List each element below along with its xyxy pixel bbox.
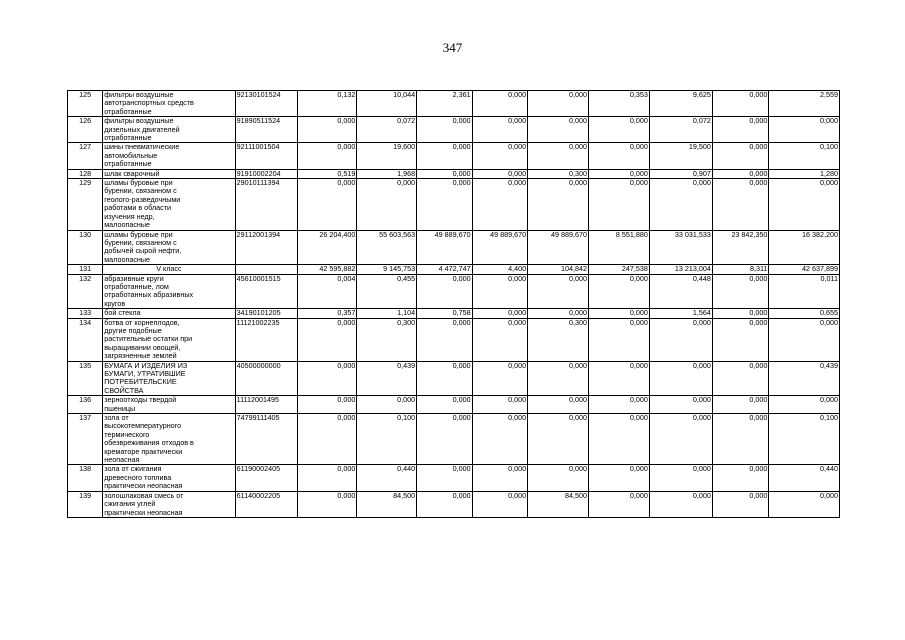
value-cell-8: 0,000 xyxy=(712,169,769,178)
value-cell-2: 10,044 xyxy=(357,91,417,117)
waste-name-line: абразивные круги xyxy=(104,274,164,283)
value-cell-3: 0,000 xyxy=(417,318,473,361)
waste-name-line: кругов xyxy=(104,298,126,308)
waste-name-line: отработанные, лом xyxy=(104,281,169,291)
value-cell-9: 42 637,899 xyxy=(769,265,840,274)
waste-name-line: высокотемпературного xyxy=(104,421,182,431)
value-cell-4: 0,000 xyxy=(472,143,528,169)
waste-name-line: БУМАГИ, УТРАТИВШИЕ xyxy=(104,369,186,378)
row-number: 126 xyxy=(68,117,103,143)
value-cell-1: 0,000 xyxy=(297,465,357,491)
value-cell-8: 0,000 xyxy=(712,361,769,396)
waste-name-line: фильтры воздушные xyxy=(104,116,174,126)
value-cell-4: 4,400 xyxy=(472,265,528,274)
waste-name-line: загрязненные землей xyxy=(104,351,177,361)
value-cell-2: 19,600 xyxy=(357,143,417,169)
table-row xyxy=(68,396,840,414)
value-cell-6: 0,000 xyxy=(589,396,650,414)
value-cell-8: 23 842,350 xyxy=(712,230,769,265)
waste-name xyxy=(103,143,235,169)
value-cell-9: 0,100 xyxy=(769,143,840,169)
value-cell-2: 0,440 xyxy=(357,465,417,491)
waste-name xyxy=(103,91,235,117)
value-cell-5: 0,000 xyxy=(528,91,589,117)
waste-code: 29112001394 xyxy=(235,230,297,265)
waste-name-line: фильтры воздушные xyxy=(104,90,174,99)
table-row xyxy=(68,230,840,265)
value-cell-7: 9,625 xyxy=(649,91,712,117)
value-cell-3: 2,361 xyxy=(417,91,473,117)
waste-code: 45610001515 xyxy=(235,274,297,309)
waste-name-line: древесного топлива xyxy=(104,472,172,482)
waste-name xyxy=(103,318,235,361)
waste-table xyxy=(67,90,840,518)
value-cell-9: 0,000 xyxy=(769,396,840,414)
value-cell-7: 0,000 xyxy=(649,318,712,361)
value-cell-6: 0,000 xyxy=(589,169,650,178)
value-cell-7: 0,000 xyxy=(649,179,712,230)
value-cell-8: 8,311 xyxy=(712,265,769,274)
waste-name xyxy=(103,491,235,517)
value-cell-4: 0,000 xyxy=(472,491,528,517)
value-cell-1: 0,519 xyxy=(297,169,357,178)
value-cell-1: 0,000 xyxy=(297,117,357,143)
value-cell-3: 0,000 xyxy=(417,274,473,309)
value-cell-5: 0,000 xyxy=(528,117,589,143)
value-cell-6: 0,353 xyxy=(589,91,650,117)
value-cell-7: 0,000 xyxy=(649,396,712,414)
row-number: 134 xyxy=(68,318,103,361)
value-cell-9: 16 382,200 xyxy=(769,230,840,265)
value-cell-7: 0,072 xyxy=(649,117,712,143)
value-cell-7: 13 213,004 xyxy=(649,265,712,274)
table-row xyxy=(68,91,840,117)
value-cell-1: 0,000 xyxy=(297,179,357,230)
waste-name-line: отработанные xyxy=(104,159,152,169)
waste-name-line: крематоре практически xyxy=(104,446,183,456)
value-cell-3: 0,000 xyxy=(417,414,473,465)
value-cell-6: 0,000 xyxy=(589,143,650,169)
waste-code: 74799111405 xyxy=(235,414,297,465)
value-cell-7: 0,448 xyxy=(649,274,712,309)
value-cell-7: 0,000 xyxy=(649,491,712,517)
waste-name-line: растительные остатки при xyxy=(104,334,193,344)
waste-name-line: работами в области xyxy=(104,203,172,213)
value-cell-2: 0,455 xyxy=(357,274,417,309)
row-number: 127 xyxy=(68,143,103,169)
value-cell-9: 0,439 xyxy=(769,361,840,396)
value-cell-7: 1,564 xyxy=(649,309,712,318)
value-cell-9: 0,440 xyxy=(769,465,840,491)
value-cell-1: 0,000 xyxy=(297,396,357,414)
value-cell-6: 0,000 xyxy=(589,414,650,465)
value-cell-9: 2,559 xyxy=(769,91,840,117)
waste-code: 29010111394 xyxy=(235,179,297,230)
waste-name-line: отработанных абразивных xyxy=(104,290,194,300)
value-cell-8: 0,000 xyxy=(712,117,769,143)
value-cell-4: 0,000 xyxy=(472,179,528,230)
waste-code xyxy=(235,265,297,274)
value-cell-4: 0,000 xyxy=(472,117,528,143)
table-row xyxy=(68,309,840,318)
waste-name xyxy=(103,309,235,318)
value-cell-8: 0,000 xyxy=(712,309,769,318)
value-cell-4: 0,000 xyxy=(472,91,528,117)
value-cell-8: 0,000 xyxy=(712,143,769,169)
waste-name-line: ПОТРЕБИТЕЛЬСКИЕ xyxy=(104,377,177,387)
value-cell-1: 0,132 xyxy=(297,91,357,117)
waste-name-line: геолого-разведочными xyxy=(104,194,181,204)
waste-name-line: дизельных двигателей xyxy=(104,124,180,134)
value-cell-3: 0,000 xyxy=(417,117,473,143)
value-cell-4: 0,000 xyxy=(472,414,528,465)
value-cell-3: 0,000 xyxy=(417,143,473,169)
value-cell-1: 0,000 xyxy=(297,361,357,396)
value-cell-3: 0,000 xyxy=(417,465,473,491)
class-label: V класс xyxy=(103,265,235,274)
waste-name xyxy=(103,117,235,143)
value-cell-5: 0,000 xyxy=(528,414,589,465)
waste-name-line: малоопасные xyxy=(104,254,151,264)
value-cell-6: 247,538 xyxy=(589,265,650,274)
waste-code: 11121002235 xyxy=(235,318,297,361)
value-cell-9: 0,000 xyxy=(769,318,840,361)
value-cell-8: 0,000 xyxy=(712,465,769,491)
value-cell-3: 0,000 xyxy=(417,169,473,178)
value-cell-5: 104,842 xyxy=(528,265,589,274)
value-cell-2: 9 145,753 xyxy=(357,265,417,274)
page-number: 347 xyxy=(442,40,463,55)
table-row xyxy=(68,491,840,517)
value-cell-6: 0,000 xyxy=(589,465,650,491)
value-cell-9: 0,000 xyxy=(769,491,840,517)
table-row xyxy=(68,465,840,491)
waste-name-line: другие подобные xyxy=(104,325,162,335)
row-number: 128 xyxy=(68,169,103,178)
waste-name-line: шлак сварочный xyxy=(104,169,160,178)
waste-name xyxy=(103,465,235,491)
waste-name-line: добычей сырой нефти, xyxy=(104,246,182,256)
value-cell-8: 0,000 xyxy=(712,274,769,309)
value-cell-9: 0,011 xyxy=(769,274,840,309)
waste-name-line: ботва от корнеплодов, xyxy=(104,318,180,327)
row-number: 131 xyxy=(68,265,103,274)
table-row xyxy=(68,265,840,274)
waste-name-line: отработанные xyxy=(104,106,152,116)
waste-code: 61190002405 xyxy=(235,465,297,491)
waste-name xyxy=(103,396,235,414)
waste-name-line: отработанные xyxy=(104,133,152,143)
value-cell-2: 0,000 xyxy=(357,179,417,230)
waste-code: 34190101205 xyxy=(235,309,297,318)
row-number: 136 xyxy=(68,396,103,414)
table-row xyxy=(68,143,840,169)
value-cell-3: 0,758 xyxy=(417,309,473,318)
value-cell-8: 0,000 xyxy=(712,396,769,414)
value-cell-4: 0,000 xyxy=(472,309,528,318)
waste-name-line: шламы буровые при xyxy=(104,178,173,188)
value-cell-9: 0,100 xyxy=(769,414,840,465)
waste-name-line: неопасная xyxy=(104,455,140,465)
value-cell-3: 4 472,747 xyxy=(417,265,473,274)
waste-name-line: СВОЙСТВА xyxy=(104,385,144,395)
value-cell-6: 0,000 xyxy=(589,318,650,361)
value-cell-2: 1,104 xyxy=(357,309,417,318)
table-row xyxy=(68,361,840,396)
value-cell-5: 0,000 xyxy=(528,465,589,491)
value-cell-3: 0,000 xyxy=(417,491,473,517)
value-cell-1: 0,357 xyxy=(297,309,357,318)
waste-name xyxy=(103,274,235,309)
waste-code: 92111001504 xyxy=(235,143,297,169)
value-cell-6: 0,000 xyxy=(589,179,650,230)
value-cell-7: 0,000 xyxy=(649,361,712,396)
value-cell-2: 0,100 xyxy=(357,414,417,465)
value-cell-1: 0,004 xyxy=(297,274,357,309)
waste-name-line: термического xyxy=(104,429,150,439)
value-cell-7: 0,000 xyxy=(649,414,712,465)
value-cell-6: 0,000 xyxy=(589,117,650,143)
waste-name-line: зола от сжигания xyxy=(104,464,162,474)
value-cell-4: 49 889,670 xyxy=(472,230,528,265)
value-cell-8: 0,000 xyxy=(712,91,769,117)
value-cell-1: 42 595,882 xyxy=(297,265,357,274)
value-cell-1: 26 204,400 xyxy=(297,230,357,265)
waste-name-line: шламы буровые при xyxy=(104,230,173,239)
value-cell-3: 0,000 xyxy=(417,179,473,230)
value-cell-8: 0,000 xyxy=(712,179,769,230)
waste-name-line: автотранспортных средств xyxy=(104,98,194,108)
value-cell-5: 49 889,670 xyxy=(528,230,589,265)
value-cell-2: 0,439 xyxy=(357,361,417,396)
value-cell-1: 0,000 xyxy=(297,491,357,517)
value-cell-1: 0,000 xyxy=(297,414,357,465)
value-cell-5: 0,000 xyxy=(528,274,589,309)
value-cell-2: 55 603,563 xyxy=(357,230,417,265)
value-cell-4: 0,000 xyxy=(472,396,528,414)
row-number: 132 xyxy=(68,274,103,309)
value-cell-5: 84,500 xyxy=(528,491,589,517)
waste-code: 92130101524 xyxy=(235,91,297,117)
waste-code: 91890511524 xyxy=(235,117,297,143)
row-number: 130 xyxy=(68,230,103,265)
value-cell-4: 0,000 xyxy=(472,274,528,309)
value-cell-7: 19,500 xyxy=(649,143,712,169)
value-cell-3: 49 889,670 xyxy=(417,230,473,265)
value-cell-5: 0,000 xyxy=(528,396,589,414)
waste-name-line: автомобильные xyxy=(104,150,158,160)
waste-name-line: зола от xyxy=(104,413,129,423)
value-cell-6: 0,000 xyxy=(589,491,650,517)
value-cell-2: 84,500 xyxy=(357,491,417,517)
table-row xyxy=(68,179,840,230)
value-cell-6: 8 551,880 xyxy=(589,230,650,265)
waste-name-line: БУМАГА И ИЗДЕЛИЯ ИЗ xyxy=(104,361,188,370)
row-number: 125 xyxy=(68,91,103,117)
value-cell-1: 0,000 xyxy=(297,143,357,169)
value-cell-7: 0,907 xyxy=(649,169,712,178)
waste-name-line: выращивании овощей, xyxy=(104,342,181,352)
waste-name-line: пшеницы xyxy=(104,403,136,413)
value-cell-5: 0,000 xyxy=(528,143,589,169)
value-cell-7: 33 031,533 xyxy=(649,230,712,265)
value-cell-4: 0,000 xyxy=(472,465,528,491)
waste-name xyxy=(103,179,235,230)
value-cell-7: 0,000 xyxy=(649,465,712,491)
value-cell-5: 0,300 xyxy=(528,169,589,178)
waste-name-line: малоопасные xyxy=(104,220,151,230)
value-cell-8: 0,000 xyxy=(712,491,769,517)
row-number: 138 xyxy=(68,465,103,491)
value-cell-5: 0,300 xyxy=(528,318,589,361)
waste-name-line: бой стекла xyxy=(104,308,141,318)
table-row xyxy=(68,414,840,465)
value-cell-1: 0,000 xyxy=(297,318,357,361)
value-cell-9: 0,655 xyxy=(769,309,840,318)
table-row xyxy=(68,117,840,143)
waste-name-line: обезвреживания отходов в xyxy=(104,438,194,448)
row-number: 133 xyxy=(68,309,103,318)
waste-name xyxy=(103,414,235,465)
value-cell-5: 0,000 xyxy=(528,309,589,318)
table-row xyxy=(68,318,840,361)
value-cell-9: 0,000 xyxy=(769,117,840,143)
value-cell-6: 0,000 xyxy=(589,309,650,318)
row-number: 129 xyxy=(68,179,103,230)
value-cell-5: 0,000 xyxy=(528,179,589,230)
value-cell-5: 0,000 xyxy=(528,361,589,396)
waste-code: 91910002204 xyxy=(235,169,297,178)
waste-name-line: практически неопасная xyxy=(104,507,183,517)
waste-name xyxy=(103,230,235,265)
waste-name-line: шины пневматические xyxy=(104,142,180,152)
waste-code: 40500000000 xyxy=(235,361,297,396)
row-number: 137 xyxy=(68,414,103,465)
value-cell-8: 0,000 xyxy=(712,414,769,465)
value-cell-2: 0,300 xyxy=(357,318,417,361)
value-cell-6: 0,000 xyxy=(589,274,650,309)
value-cell-4: 0,000 xyxy=(472,361,528,396)
waste-name-line: практически неопасная xyxy=(104,481,183,491)
value-cell-3: 0,000 xyxy=(417,361,473,396)
waste-name-line: зерноотходы твердой xyxy=(104,395,177,405)
row-number: 139 xyxy=(68,491,103,517)
waste-name-line: бурении, связанном с xyxy=(104,237,177,247)
value-cell-2: 0,000 xyxy=(357,396,417,414)
value-cell-4: 0,000 xyxy=(472,318,528,361)
row-number: 135 xyxy=(68,361,103,396)
waste-name-line: золошлаковая смесь от xyxy=(104,491,184,500)
value-cell-2: 1,968 xyxy=(357,169,417,178)
waste-code: 11112001495 xyxy=(235,396,297,414)
value-cell-4: 0,000 xyxy=(472,169,528,178)
value-cell-6: 0,000 xyxy=(589,361,650,396)
waste-name-line: сжигания углей xyxy=(104,499,156,509)
waste-name-line: изучения недр, xyxy=(104,211,155,221)
waste-name xyxy=(103,169,235,178)
value-cell-8: 0,000 xyxy=(712,318,769,361)
waste-name xyxy=(103,361,235,396)
value-cell-2: 0,072 xyxy=(357,117,417,143)
value-cell-9: 0,000 xyxy=(769,179,840,230)
value-cell-9: 1,280 xyxy=(769,169,840,178)
table-row xyxy=(68,274,840,309)
table-row xyxy=(68,169,840,178)
value-cell-3: 0,000 xyxy=(417,396,473,414)
waste-code: 61140002205 xyxy=(235,491,297,517)
waste-name-line: бурении, связанном с xyxy=(104,186,177,196)
